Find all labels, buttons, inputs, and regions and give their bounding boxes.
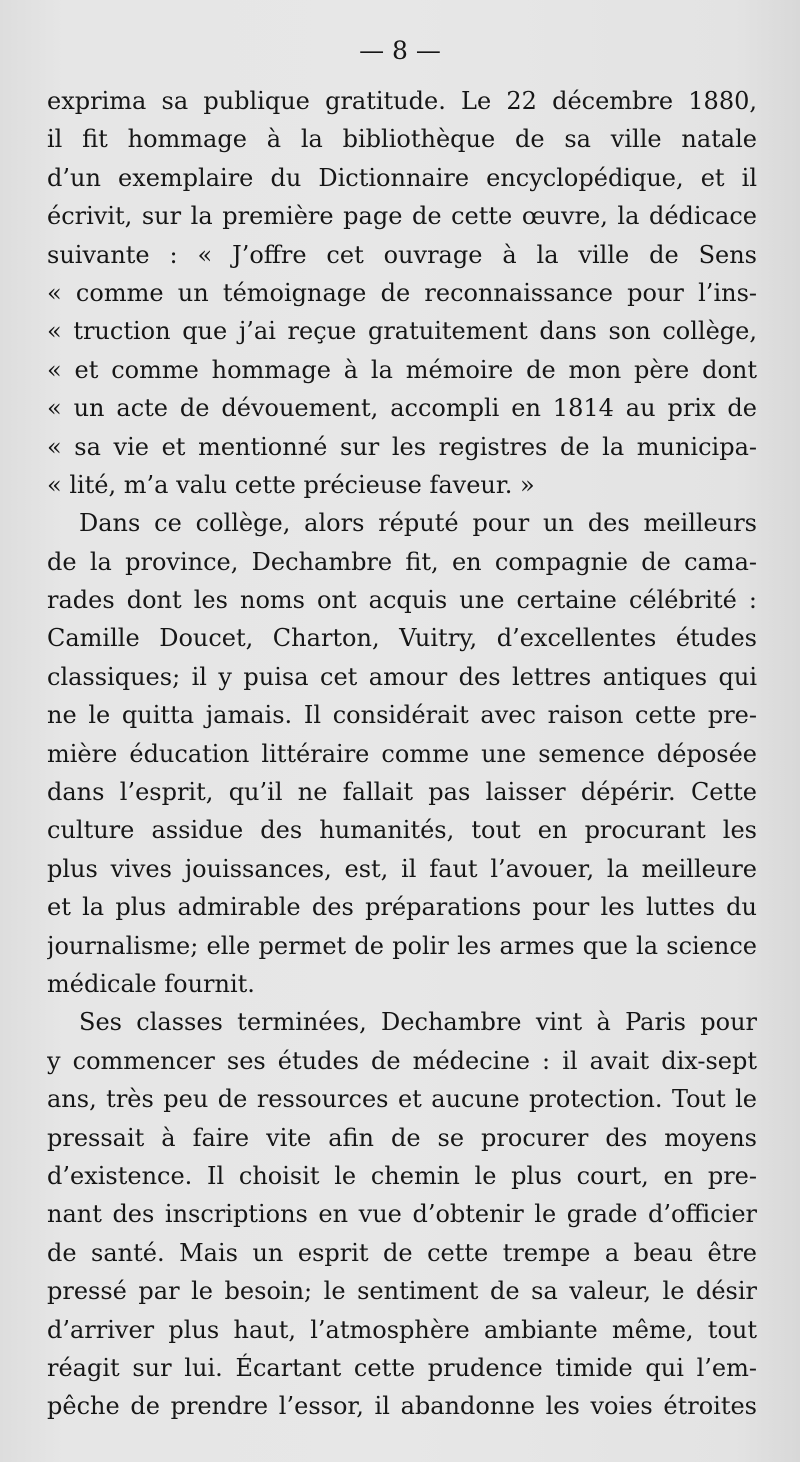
text-line: « truction que j’ai reçue gratuitement dans son collège, (47, 317, 757, 346)
text-line: ne le quitta jamais. Il considérait avec raison cette pre- (47, 701, 757, 730)
text-line: d’un exemplaire du Dictionnaire encyclopédique, et il (47, 163, 757, 192)
text-line: pêche de prendre l’essor, il abandonne les voies étroites (47, 1392, 757, 1421)
text-line: mière éducation littéraire comme une semence déposée (47, 739, 757, 768)
text-line: « sa vie et mentionné sur les registres de la municipa- (47, 432, 757, 461)
text-line: culture assidue des humanités, tout en procurant les (47, 816, 757, 845)
text-line: « et comme hommage à la mémoire de mon père dont (47, 355, 757, 384)
text-line: Dans ce collège, alors réputé pour un des meilleurs (79, 509, 757, 538)
text-line: dans l’esprit, qu’il ne fallait pas laisser dépérir. Cette (47, 778, 757, 807)
text-line: de santé. Mais un esprit de cette trempe a beau être (47, 1238, 757, 1267)
text-line: nant des inscriptions en vue d’obtenir le grade d’officier (47, 1200, 757, 1229)
page-number: — 8 — (359, 36, 441, 65)
text-line: Camille Doucet, Charton, Vuitry, d’excellentes études (47, 624, 757, 653)
text-line: écrivit, sur la première page de cette œuvre, la dédicace (47, 202, 757, 231)
text-line: pressait à faire vite afin de se procurer des moyens (47, 1123, 757, 1152)
text-line: journalisme; elle permet de polir les armes que la science (47, 931, 757, 960)
text-line: suivante : « J’offre cet ouvrage à la ville de Sens (47, 240, 757, 269)
text-line: d’existence. Il choisit le chemin le plus court, en pre- (47, 1161, 757, 1190)
text-line: « lité, m’a valu cette précieuse faveur. » (47, 470, 535, 499)
text-line: « un acte de dévouement, accompli en 1814 au prix de (47, 394, 757, 423)
text-line: Ses classes terminées, Dechambre vint à Paris pour (79, 1008, 757, 1037)
text-line: exprima sa publique gratitude. Le 22 décembre 1880, (47, 87, 757, 115)
text-line: de la province, Dechambre fit, en compagnie de cama- (47, 547, 757, 576)
text-line: et la plus admirable des préparations pour les luttes du (47, 893, 757, 922)
text-line: d’arriver plus haut, l’atmosphère ambiante même, tout (47, 1315, 757, 1344)
text-line: classiques; il y puisa cet amour des lettres antiques qui (47, 662, 757, 691)
text-line: rades dont les noms ont acquis une certaine célébrité : (47, 586, 757, 615)
text-line: y commencer ses études de médecine : il avait dix-sept (47, 1046, 757, 1075)
text-line: « comme un témoignage de reconnaissance pour l’ins- (47, 278, 757, 307)
text-line: pressé par le besoin; le sentiment de sa valeur, le désir (47, 1277, 757, 1306)
text-line: il fit hommage à la bibliothèque de sa ville natale (47, 125, 757, 154)
text-line: médicale fournit. (47, 969, 255, 998)
text-line: ans, très peu de ressources et aucune protection. Tout le (47, 1085, 757, 1114)
text-line: réagit sur lui. Écartant cette prudence timide qui l’em- (47, 1353, 757, 1382)
text-line: plus vives jouissances, est, il faut l’avouer, la meilleure (47, 854, 757, 883)
body-text (47, 82, 757, 1426)
